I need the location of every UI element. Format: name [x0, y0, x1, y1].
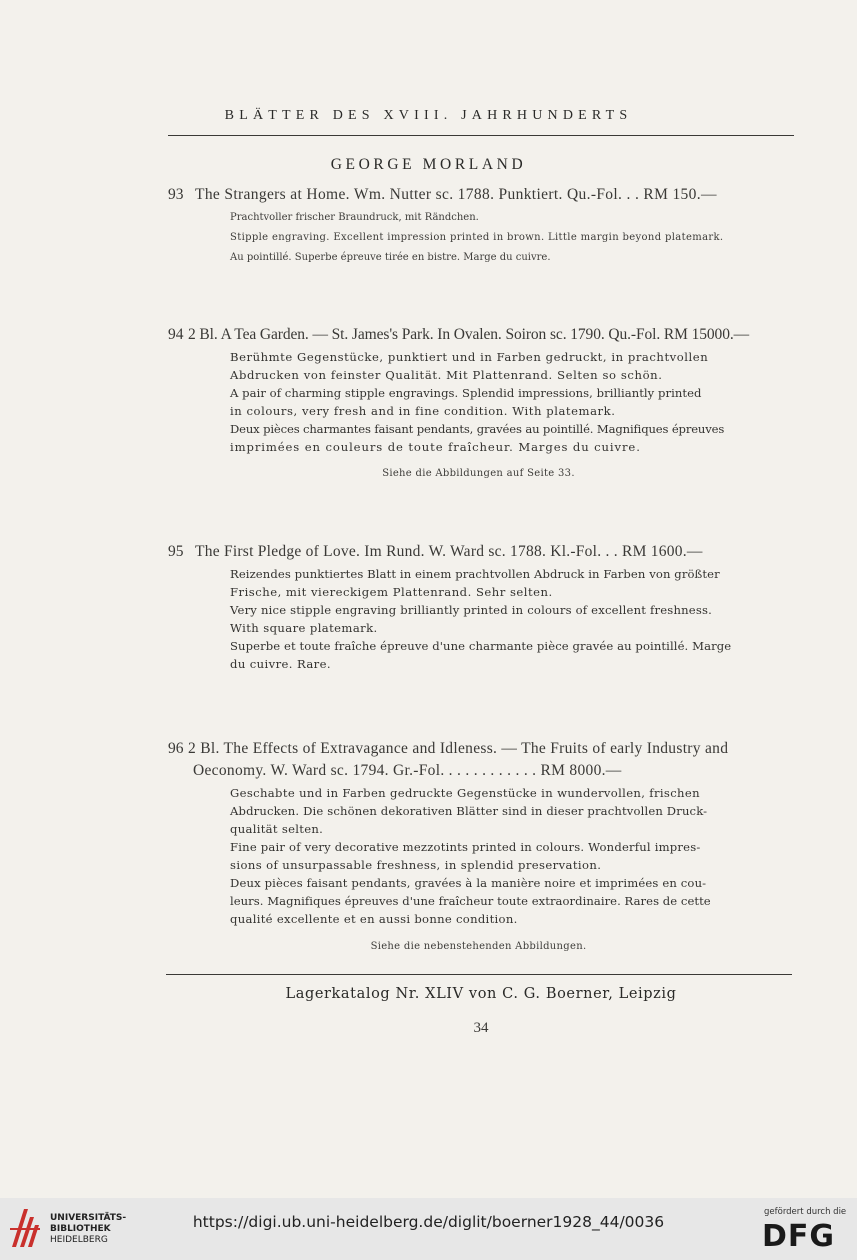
entry-description — [230, 784, 795, 928]
library-name-line: UNIVERSITÄTS- — [50, 1213, 127, 1223]
description-line: Stipple engraving. Excellent impression printed in brown. Little margin beyond platemark. — [230, 232, 724, 243]
page-number: 34 — [473, 1020, 489, 1036]
entry-title: 2 Bl. The Effects of Extravagance and Idleness. — The Fruits of early Industry and — [188, 740, 729, 757]
description-line: imprimées en couleurs de toute fraîcheur. Marges du cuivre. — [230, 440, 641, 454]
entry-description — [230, 208, 795, 268]
see-illustrations-note: Siehe die Abbildungen auf Seite 33. — [382, 468, 575, 479]
entry-title: The Strangers at Home. Wm. Nutter sc. 1788. Punktiert. Qu.-Fol. . . RM 150.— — [195, 186, 717, 203]
description-line: Abdrucken. Die schönen dekorativen Blätter sind in dieser prachtvollen Druck- — [230, 804, 708, 818]
permalink-url[interactable]: https://digi.ub.uni-heidelberg.de/diglit/boerner1928_44/0036 — [192, 1213, 665, 1231]
description-line: With square platemark. — [230, 621, 378, 635]
footer-rule — [166, 974, 792, 975]
running-header: BLÄTTER DES XVIII. JAHRHUNDERTS — [224, 108, 633, 123]
description-line: Reizendes punktiertes Blatt in einem prachtvollen Abdruck in Farben von größter — [230, 567, 720, 581]
entry-number: 93 — [168, 186, 184, 203]
entry-number: 96 — [168, 740, 184, 757]
library-name-line: BIBLIOTHEK — [50, 1224, 111, 1234]
artist-heading: GEORGE MORLAND — [330, 156, 527, 173]
description-line: Au pointillé. Superbe épreuve tirée en bistre. Marge du cuivre. — [230, 252, 551, 263]
description-line: Deux pièces charmantes faisant pendants, gravées au pointillé. Magnifiques épreuves — [230, 422, 725, 436]
dfg-logo[interactable]: DFG — [762, 1219, 836, 1254]
description-line: A pair of charming stipple engravings. Splendid impressions, brilliantly printed — [230, 386, 702, 400]
description-line: Prachtvoller frischer Braundruck, mit Rändchen. — [230, 212, 479, 223]
entry-description — [230, 565, 795, 673]
description-line: du cuivre. Rare. — [230, 657, 331, 671]
description-line: in colours, very fresh and in fine condition. With platemark. — [230, 404, 616, 418]
description-line: Very nice stipple engraving brilliantly printed in colours of excellent freshness. — [230, 603, 713, 617]
catalog-footer: Lagerkatalog Nr. XLIV von C. G. Boerner, Leipzig — [285, 986, 677, 1002]
description-line: leurs. Magnifiques épreuves d'une fraîcheur toute extraordinaire. Rares de cette — [230, 894, 711, 908]
description-line: qualité excellente et en aussi bonne condition. — [230, 912, 518, 926]
description-line: Berühmte Gegenstücke, punktiert und in Farben gedruckt, in prachtvollen — [230, 350, 709, 364]
description-line: Abdrucken von feinster Qualität. Mit Plattenrand. Selten so schön. — [230, 368, 663, 382]
entry-title-continued: Oeconomy. W. Ward sc. 1794. Gr.-Fol. . . . . . . . . . . . RM 8000.— — [193, 762, 622, 779]
description-line: qualität selten. — [230, 822, 324, 836]
library-name-line: HEIDELBERG — [50, 1235, 108, 1245]
description-line: Fine pair of very decorative mezzotints printed in colours. Wonderful impres- — [230, 840, 701, 854]
entry-title: 2 Bl. A Tea Garden. — St. James's Park. In Ovalen. Soiron sc. 1790. Qu.-Fol. RM 15000.— — [188, 326, 750, 343]
entry-number: 95 — [168, 543, 184, 560]
funding-caption: gefördert durch die — [764, 1207, 847, 1217]
description-line: sions of unsurpassable freshness, in splendid preservation. — [230, 858, 602, 872]
entry-number: 94 — [168, 326, 184, 343]
header-rule — [168, 135, 794, 136]
entry-description — [230, 348, 795, 456]
description-line: Frische, mit viereckigem Plattenrand. Sehr selten. — [230, 585, 553, 599]
description-line: Superbe et toute fraîche épreuve d'une charmante pièce gravée au pointillé. Marge — [230, 639, 732, 653]
entry-title: The First Pledge of Love. Im Rund. W. Ward sc. 1788. Kl.-Fol. . . RM 1600.— — [195, 543, 703, 560]
see-illustrations-note: Siehe die nebenstehenden Abbildungen. — [370, 941, 587, 952]
description-line: Geschabte und in Farben gedruckte Gegenstücke in wundervollen, frischen — [230, 786, 700, 800]
description-line: Deux pièces faisant pendants, gravées à la manière noire et imprimées en cou- — [230, 876, 707, 890]
